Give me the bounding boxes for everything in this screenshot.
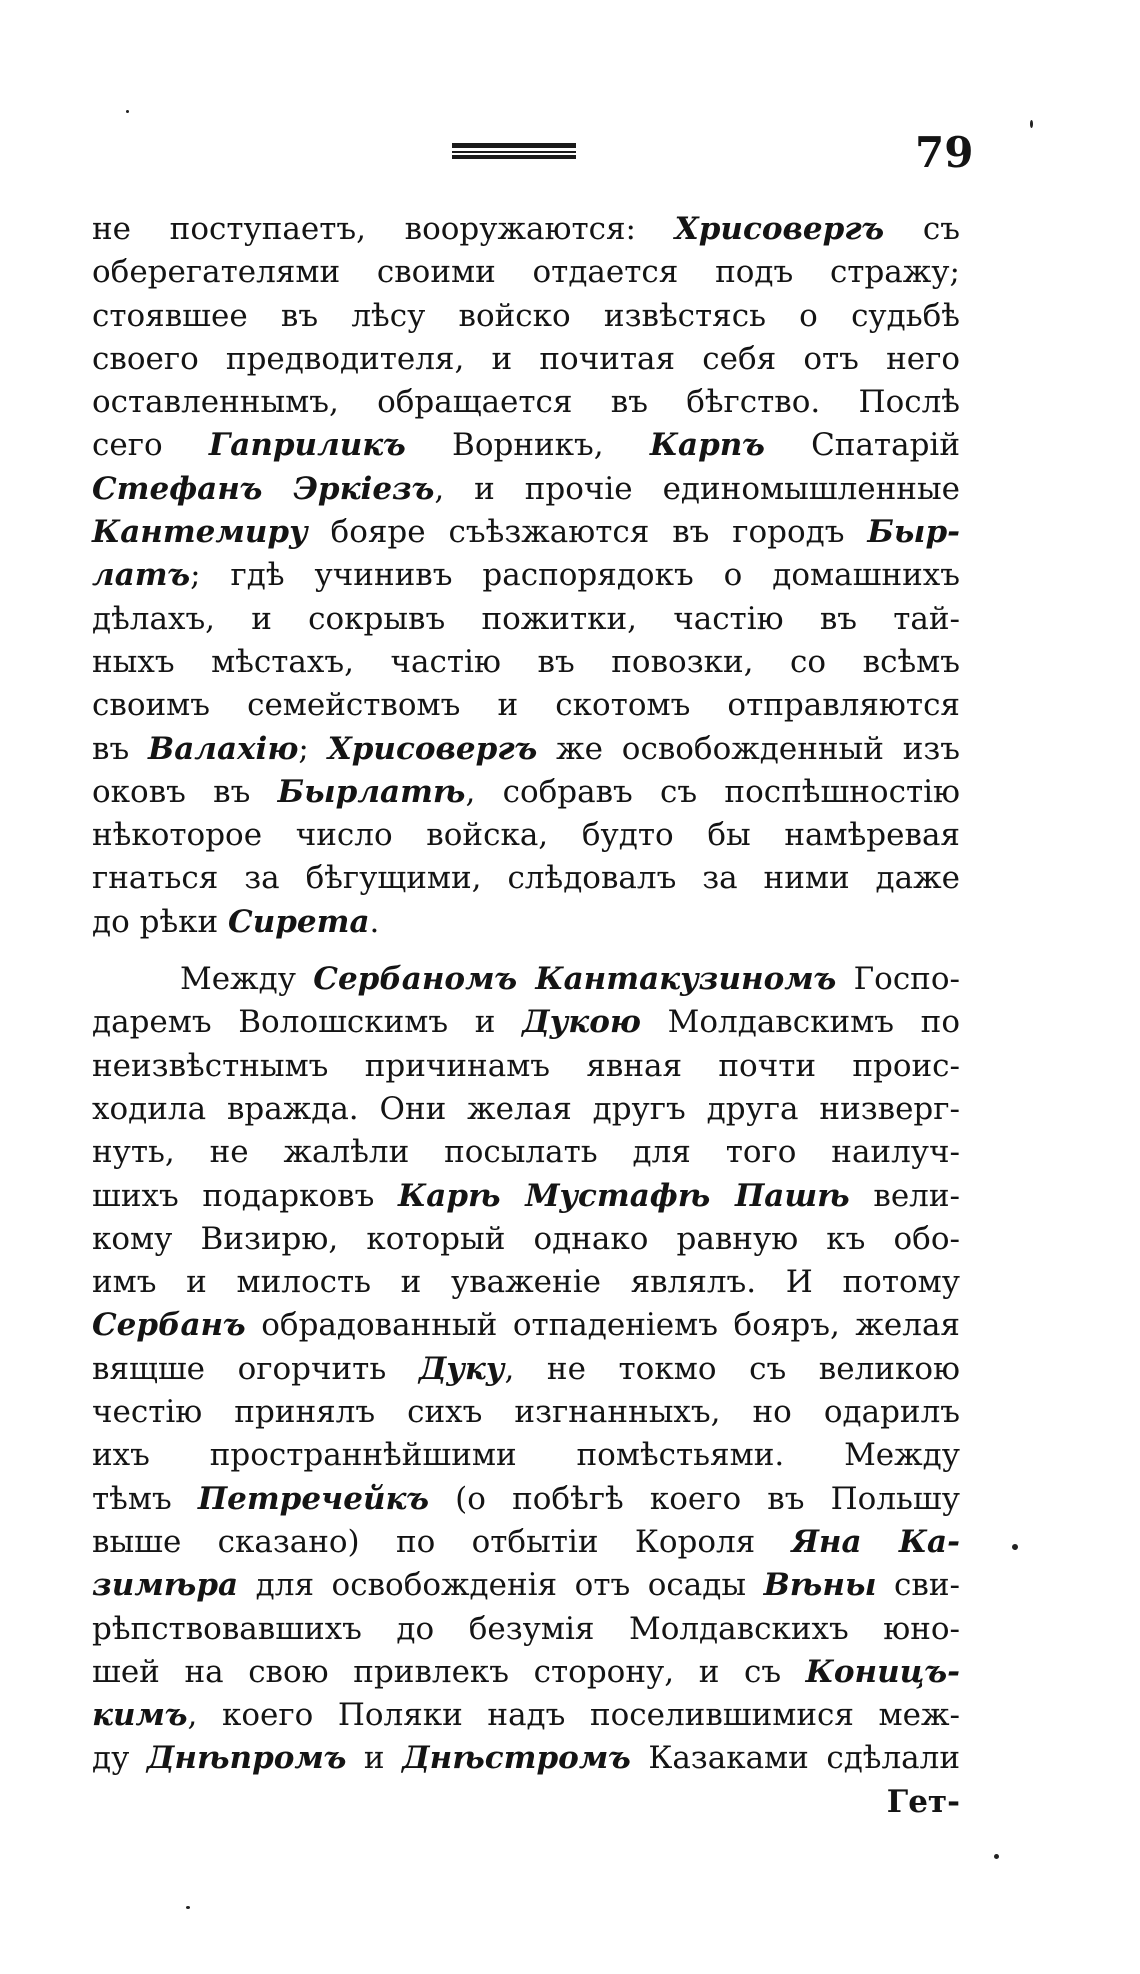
- catchword: Гет-: [886, 1783, 960, 1820]
- text-line: [92, 901, 960, 944]
- text-run: сего: [92, 427, 209, 464]
- text-run: кому Визирю, который однако равную къ обо-: [92, 1220, 960, 1257]
- text-run: рѣпствовавшихъ до безумія Молдавскихъ юно-: [92, 1610, 960, 1647]
- text-line: [92, 1304, 960, 1347]
- text-line: [92, 728, 960, 771]
- italic-name: Петречейкъ: [197, 1480, 429, 1517]
- text-run: шихъ подарковъ: [92, 1177, 399, 1214]
- text-run: съ: [884, 211, 960, 247]
- italic-name: Карѣ Мустафѣ Пашѣ: [398, 1177, 850, 1214]
- body-text: [92, 208, 960, 1824]
- text-run: до рѣки: [92, 903, 229, 940]
- italic-name: Сербанъ: [92, 1307, 246, 1344]
- text-run: тѣмъ: [92, 1480, 198, 1517]
- text-line: [92, 338, 960, 381]
- text-line: [92, 295, 960, 338]
- text-run: нѣкоторое число войска, будто бы намѣревая: [92, 817, 960, 854]
- text-line: [92, 641, 960, 684]
- text-line: [92, 1045, 960, 1088]
- text-run: даремъ Волошскимъ и: [92, 1004, 523, 1041]
- italic-name: Дуку: [418, 1350, 505, 1387]
- italic-name: Дукою: [522, 1004, 641, 1041]
- text-run: оковъ въ: [92, 773, 278, 810]
- text-run: оберегателями своими отдается подъ стражу;: [92, 254, 960, 291]
- text-run: не поступаетъ, вооружаются:: [92, 211, 675, 247]
- text-run: имъ и милость и уваженіе являлъ. И потому: [92, 1264, 960, 1301]
- text-line: [92, 958, 960, 1001]
- text-run: вящше огорчить: [92, 1350, 419, 1387]
- text-line: [92, 208, 960, 251]
- text-run: стоявшее въ лѣсу войско извѣстясь о судьбѣ: [92, 297, 960, 334]
- text-line: [92, 1521, 960, 1564]
- text-run: гнаться за бѣгущими, слѣдовалъ за ними даже: [92, 860, 960, 897]
- text-run: ; гдѣ учинивъ распорядокъ о домашнихъ: [190, 557, 960, 594]
- italic-name: Гаприликъ: [208, 427, 406, 464]
- italic-name: Сербаномъ Кантакузиномъ: [313, 961, 837, 998]
- text-run: Спатарій: [764, 427, 960, 464]
- text-run: (о побѣгѣ коего въ Польшу: [429, 1480, 960, 1517]
- text-line: [92, 684, 960, 727]
- text-run: выше сказано) по отбытіи Короля: [92, 1523, 792, 1560]
- text-line: [92, 1651, 960, 1694]
- text-line: [92, 857, 960, 900]
- text-line: [92, 1218, 960, 1261]
- italic-name: Днѣстромъ: [402, 1740, 631, 1777]
- text-run: нуть, не жалѣли посылать для того наилуч-: [92, 1134, 960, 1171]
- text-run: Молдавскимъ по: [640, 1004, 960, 1041]
- italic-name: Днѣпромъ: [146, 1740, 347, 1777]
- text-run: ныхъ мѣстахъ, частію въ повозки, со всѣмъ: [92, 643, 960, 680]
- text-line: [92, 1391, 960, 1434]
- text-line: [92, 1261, 960, 1304]
- text-run: честію принялъ сихъ изгнанныхъ, но одарилъ: [92, 1394, 960, 1431]
- text-line: [92, 1694, 960, 1737]
- text-run: въ: [92, 730, 149, 767]
- text-run: сви-: [876, 1567, 960, 1604]
- text-run: , собравъ съ поспѣшностію: [465, 773, 961, 810]
- text-run: своимъ семействомъ и скотомъ отправляются: [92, 687, 960, 724]
- text-line: [92, 381, 960, 424]
- italic-name: Коницъ-: [805, 1653, 960, 1690]
- text-run: .: [369, 903, 380, 940]
- text-run: ;: [298, 730, 328, 767]
- text-run: , коего Поляки надъ поселившимися меж-: [187, 1697, 960, 1734]
- text-line: [92, 554, 960, 597]
- text-run: Ворникъ,: [405, 427, 650, 464]
- text-line: [92, 251, 960, 294]
- text-line: [92, 814, 960, 857]
- italic-name: Кантемиру: [92, 514, 308, 551]
- text-line: [92, 468, 960, 511]
- text-line: [92, 1608, 960, 1651]
- text-line: [92, 1737, 960, 1780]
- text-line: [92, 1088, 960, 1131]
- italic-name: Стефанъ Эркіезъ: [92, 470, 435, 507]
- text-run: дѣлахъ, и сокрывъ пожитки, частію въ тай-: [92, 600, 960, 637]
- text-line: [92, 511, 960, 554]
- text-run: и: [346, 1740, 403, 1777]
- text-run: оставленнымъ, обращается въ бѣгство. Послѣ: [92, 384, 960, 421]
- text-run: Госпо-: [836, 961, 960, 998]
- text-line: [92, 1175, 960, 1218]
- italic-name: Карпъ: [649, 427, 765, 464]
- text-line: [92, 1131, 960, 1174]
- italic-name: зимѣра: [92, 1567, 239, 1604]
- text-line: [92, 1348, 960, 1391]
- print-speck: [994, 1854, 999, 1859]
- italic-name: Бырлатѣ: [277, 773, 466, 810]
- text-line: [92, 1478, 960, 1521]
- text-run: же освобожденный изъ: [537, 730, 960, 767]
- text-line: [92, 598, 960, 641]
- text-run: ду: [92, 1740, 147, 1777]
- text-line: [92, 771, 960, 814]
- text-run: обрадованный отпаденіемъ бояръ, желая: [245, 1307, 960, 1344]
- italic-name: Хрисовергъ: [327, 730, 538, 767]
- text-run: ходила вражда. Они желая другъ друга низверг-: [92, 1090, 960, 1127]
- page-number: 79: [915, 128, 974, 177]
- text-run: , не токмо съ великою: [504, 1350, 960, 1387]
- header-ornament-rule: [452, 143, 576, 159]
- italic-name: Сирета: [228, 903, 370, 940]
- text-line: [92, 1564, 960, 1607]
- print-speck: [126, 110, 129, 113]
- italic-name: Быр-: [867, 514, 960, 551]
- text-run: шей на свою привлекъ сторону, и съ: [92, 1653, 806, 1690]
- italic-name: кимъ: [92, 1697, 188, 1734]
- text-run: неизвѣстнымъ причинамъ явная почти проис-: [92, 1047, 960, 1084]
- text-run: Между: [180, 961, 314, 998]
- text-run: Казаками сдѣлали: [630, 1740, 960, 1777]
- text-line: [92, 1434, 960, 1477]
- text-line: [92, 1001, 960, 1044]
- text-run: своего предводителя, и почитая себя отъ него: [92, 340, 960, 377]
- text-line: [92, 424, 960, 467]
- text-run: бояре съѣзжаются въ городъ: [307, 514, 868, 551]
- text-run: ихъ пространнѣйшими помѣстьями. Между: [92, 1437, 960, 1474]
- italic-name: Хрисовергъ: [674, 211, 885, 247]
- text-run: для освобожденія отъ осады: [238, 1567, 764, 1604]
- print-speck: [186, 1906, 190, 1909]
- italic-name: Вѣны: [763, 1567, 877, 1604]
- print-speck: [1012, 1544, 1018, 1550]
- text-run: вели-: [849, 1177, 960, 1214]
- italic-name: латъ: [92, 557, 191, 594]
- text-run: , и прочіе единомышленные: [434, 470, 960, 507]
- italic-name: Валахію: [148, 730, 299, 767]
- print-speck: [1030, 120, 1033, 128]
- italic-name: Яна Ка-: [791, 1523, 961, 1560]
